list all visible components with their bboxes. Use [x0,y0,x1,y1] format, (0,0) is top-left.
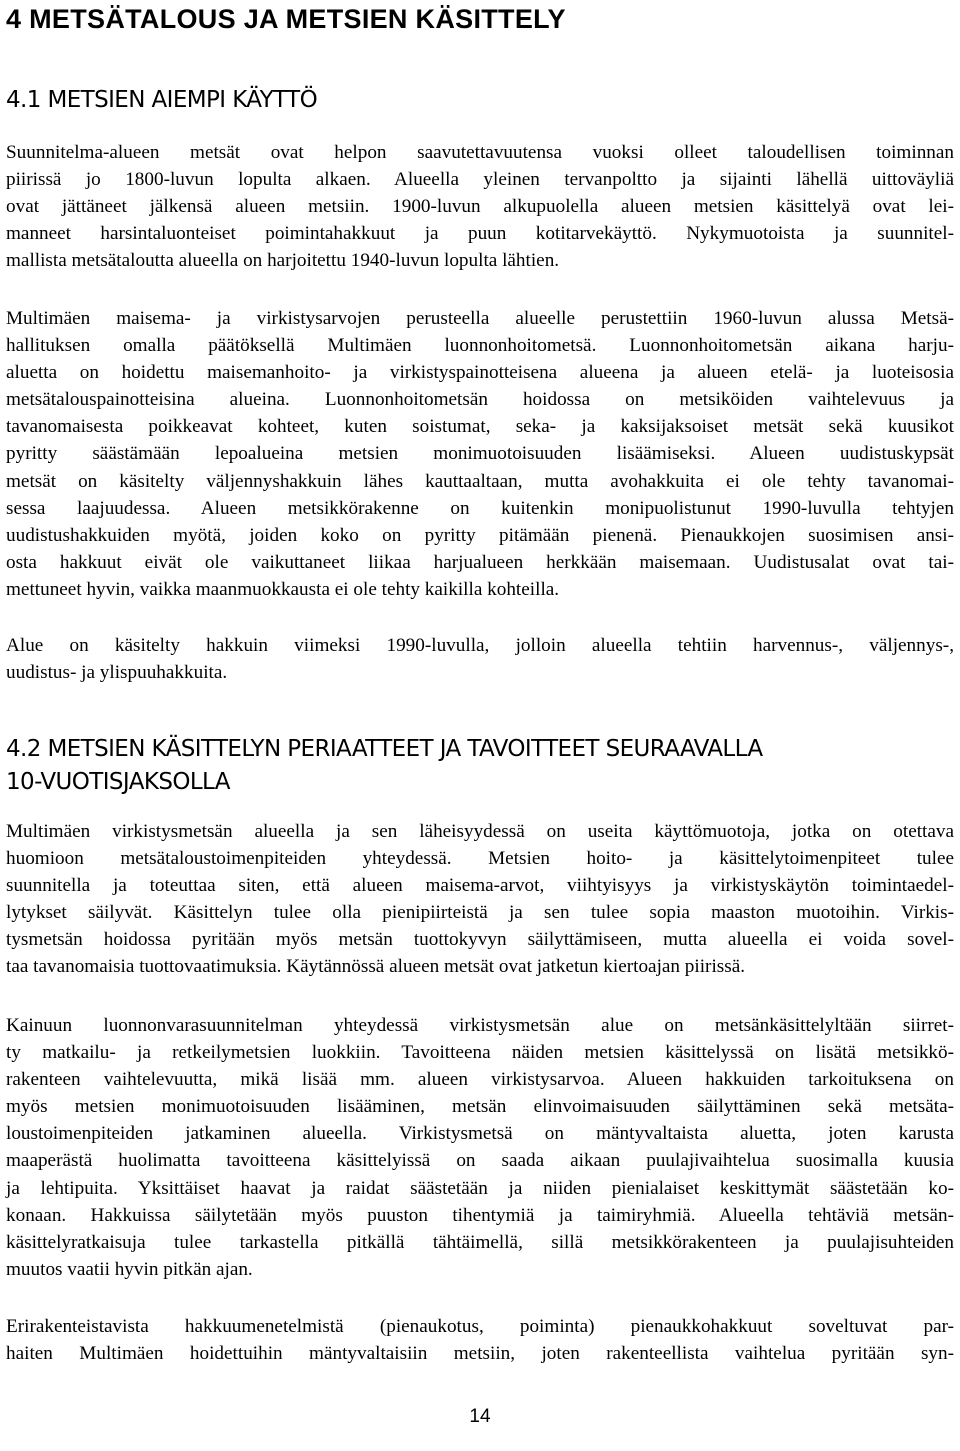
text-line: osta hakkuut eivät ole vaikuttaneet liikaa harjualueen herkkään maisemaan. Uudistusalat ovat tai- [6,551,954,573]
text-line: rakenteen vaihtelevuutta, mikä lisää mm. alueen virkistysarvoa. Alueen hakkuiden tarkoituksena on [6,1069,954,1091]
paragraph-principles-1 [6,818,954,981]
chapter-heading: 4 METSÄTALOUS JA METSIEN KÄSITTELY [6,4,566,34]
text-line: konaan. Hakkuissa säilytetään myös puuston tihentymiä ja taimiryhmiä. Alueella tehtäviä metsän- [6,1204,954,1226]
text-line: loustoimenpiteiden jatkaminen alueella. Virkistysmetsä on mäntyvaltaista aluetta, joten karusta [6,1123,954,1145]
text-line: Multimäen maisema- ja virkistysarvojen perusteella alueelle perustettiin 1960-luvun alussa Metsä- [6,308,954,329]
text-line: pyritty säästämään lepoalueina metsien monimuotoisuuden lisäämiseksi. Alueen uudistuskypsät [6,443,954,465]
text-line: aluetta on hoidettu maisemanhoito- ja virkistyspainotteisena alueena ja alueen etelä- ja luoteisosia [6,362,954,384]
text-line: metsätalouspainotteisina alueina. Luonnonhoitometsän hoidossa on metsiköiden vaihtelevuus ja [6,389,954,411]
paragraph-history-3 [6,632,954,686]
text-line: mallista metsätaloutta alueella on harjoitettu 1940-luvun lopulta lähtien. [6,250,560,272]
text-line: Erirakenteistavista hakkuumenetelmistä (pienaukotus, poiminta) pienaukkohakkuut soveltuvat par- [6,1316,954,1337]
text-line: suunnitella ja toteuttaa siten, että alueen maisema-arvot, viihtyisyys ja virkistyskäytön toimintaedel- [6,875,954,897]
text-line: piirissä jo 1800-luvun lopulta alkaen. Alueella yleinen tervanpoltto ja sijainti lähellä uittoväyliä [6,169,954,191]
section-heading-line: 4.2 METSIEN KÄSITTELYN PERIAATTEET JA TAVOITTEET SEURAAVALLA [6,736,763,762]
text-line: lytykset säilyvät. Käsittelyn tulee olla pienipiirteistä ja sen tulee sopia maaston muotoihin. Virkis- [6,902,954,924]
text-line: tavanomaisesta poikkeavat kohteet, kuten soistumat, seka- ja kaksijaksoiset metsät sekä kuusikot [6,416,954,438]
text-line: ty matkailu- ja retkeilymetsien luokkiin. Tavoitteena näiden metsien käsittelyssä on lisätä metsikkö- [6,1042,954,1064]
text-line: huomioon metsätaloustoimenpiteiden yhteydessä. Metsien hoito- ja käsittelytoimenpiteet tulee [6,848,954,870]
text-line: muutos vaatii hyvin pitkän ajan. [6,1258,253,1280]
paragraph-history-2 [6,305,954,603]
section-heading-4-1: 4.1 METSIEN AIEMPI KÄYTTÖ [6,87,318,113]
text-line: metsät on käsitelty väljennyshakkuin lähes kauttaaltaan, mutta avohakkuita ei ole tehty tavanomai- [6,470,954,492]
page-number: 14 [469,1406,491,1427]
text-line: taa tavanomaisia tuottovaatimuksia. Käytännössä alueen metsät ovat jatketun kiertoajan piirissä. [6,956,746,978]
text-line: haiten Multimäen hoidettuihin mäntyvaltaisiin metsiin, joten rakenteellista vaihtelua pyritään syn- [6,1343,954,1365]
text-line: mettuneet hyvin, vaikka maanmuokkausta ei ole tehty kaikilla kohteilla. [6,578,560,600]
text-line: käsittelyratkaisuja tulee tarkastella pitkällä tähtäimellä, sillä metsikkörakenteen ja puulajisuhteiden [6,1231,954,1253]
text-line: Kainuun luonnonvarasuunnitelman yhteydessä virkistysmetsän alue on metsänkäsittelyltään siirret- [6,1015,954,1036]
text-line: ja lehtipuita. Yksittäiset haavat ja raidat säästetään ja niiden pienialaiset keskittymät säästetään ko- [6,1177,954,1199]
text-line: uudistus- ja ylispuuhakkuita. [6,662,228,684]
section-heading-line: 10-VUOTISJAKSOLLA [6,769,230,795]
text-line: Multimäen virkistysmetsän alueella ja sen läheisyydessä on useita käyttömuotoja, jotka on otettava [6,821,954,842]
paragraph-principles-2 [6,1012,954,1283]
text-line: sessa laajuudessa. Alueen metsikkörakenne on kuitenkin monipuolistunut 1990-luvulla tehtyjen [6,497,954,519]
text-line: ovat jättäneet jälkensä alueen metsiin. 1900-luvun alkupuolella alueen metsien käsittelyä ovat lei- [6,196,954,218]
text-line: Suunnitelma-alueen metsät ovat helpon saavutettavuutensa vuoksi olleet taloudellisen toiminnan [6,142,954,163]
section-heading-4-2 [6,733,763,799]
text-line: maaperästä huolimatta tavoitteena käsittelyissä on saada aikaan puulajivaihtelua suosimalla kuusia [6,1150,954,1172]
text-line: myös metsien monimuotoisuuden lisääminen, metsän elinvoimaisuuden säilyttäminen sekä metsäta- [6,1096,954,1118]
text-line: hallituksen omalla päätöksellä Multimäen luonnonhoitometsä. Luonnonhoitometsän aikana harju- [6,335,954,357]
text-line: tysmetsän hoidossa pyritään myös metsän tuottokyvyn säilyttämiseen, mutta alueella ei voida sovel- [6,929,954,951]
paragraph-principles-3 [6,1313,954,1367]
text-line: uudistushakkuiden myötä, joiden koko on pyritty pitämään pienenä. Pienaukkojen suosimisen ansi- [6,524,954,546]
paragraph-history-1 [6,139,954,274]
text-line: manneet harsintaluonteiset poimintahakkuut ja puun kotitarvekäyttö. Nykymuotoista ja suunnitel- [6,223,954,245]
text-line: Alue on käsitelty hakkuin viimeksi 1990-luvulla, jolloin alueella tehtiin harvennus-, väljennys-, [6,635,954,656]
